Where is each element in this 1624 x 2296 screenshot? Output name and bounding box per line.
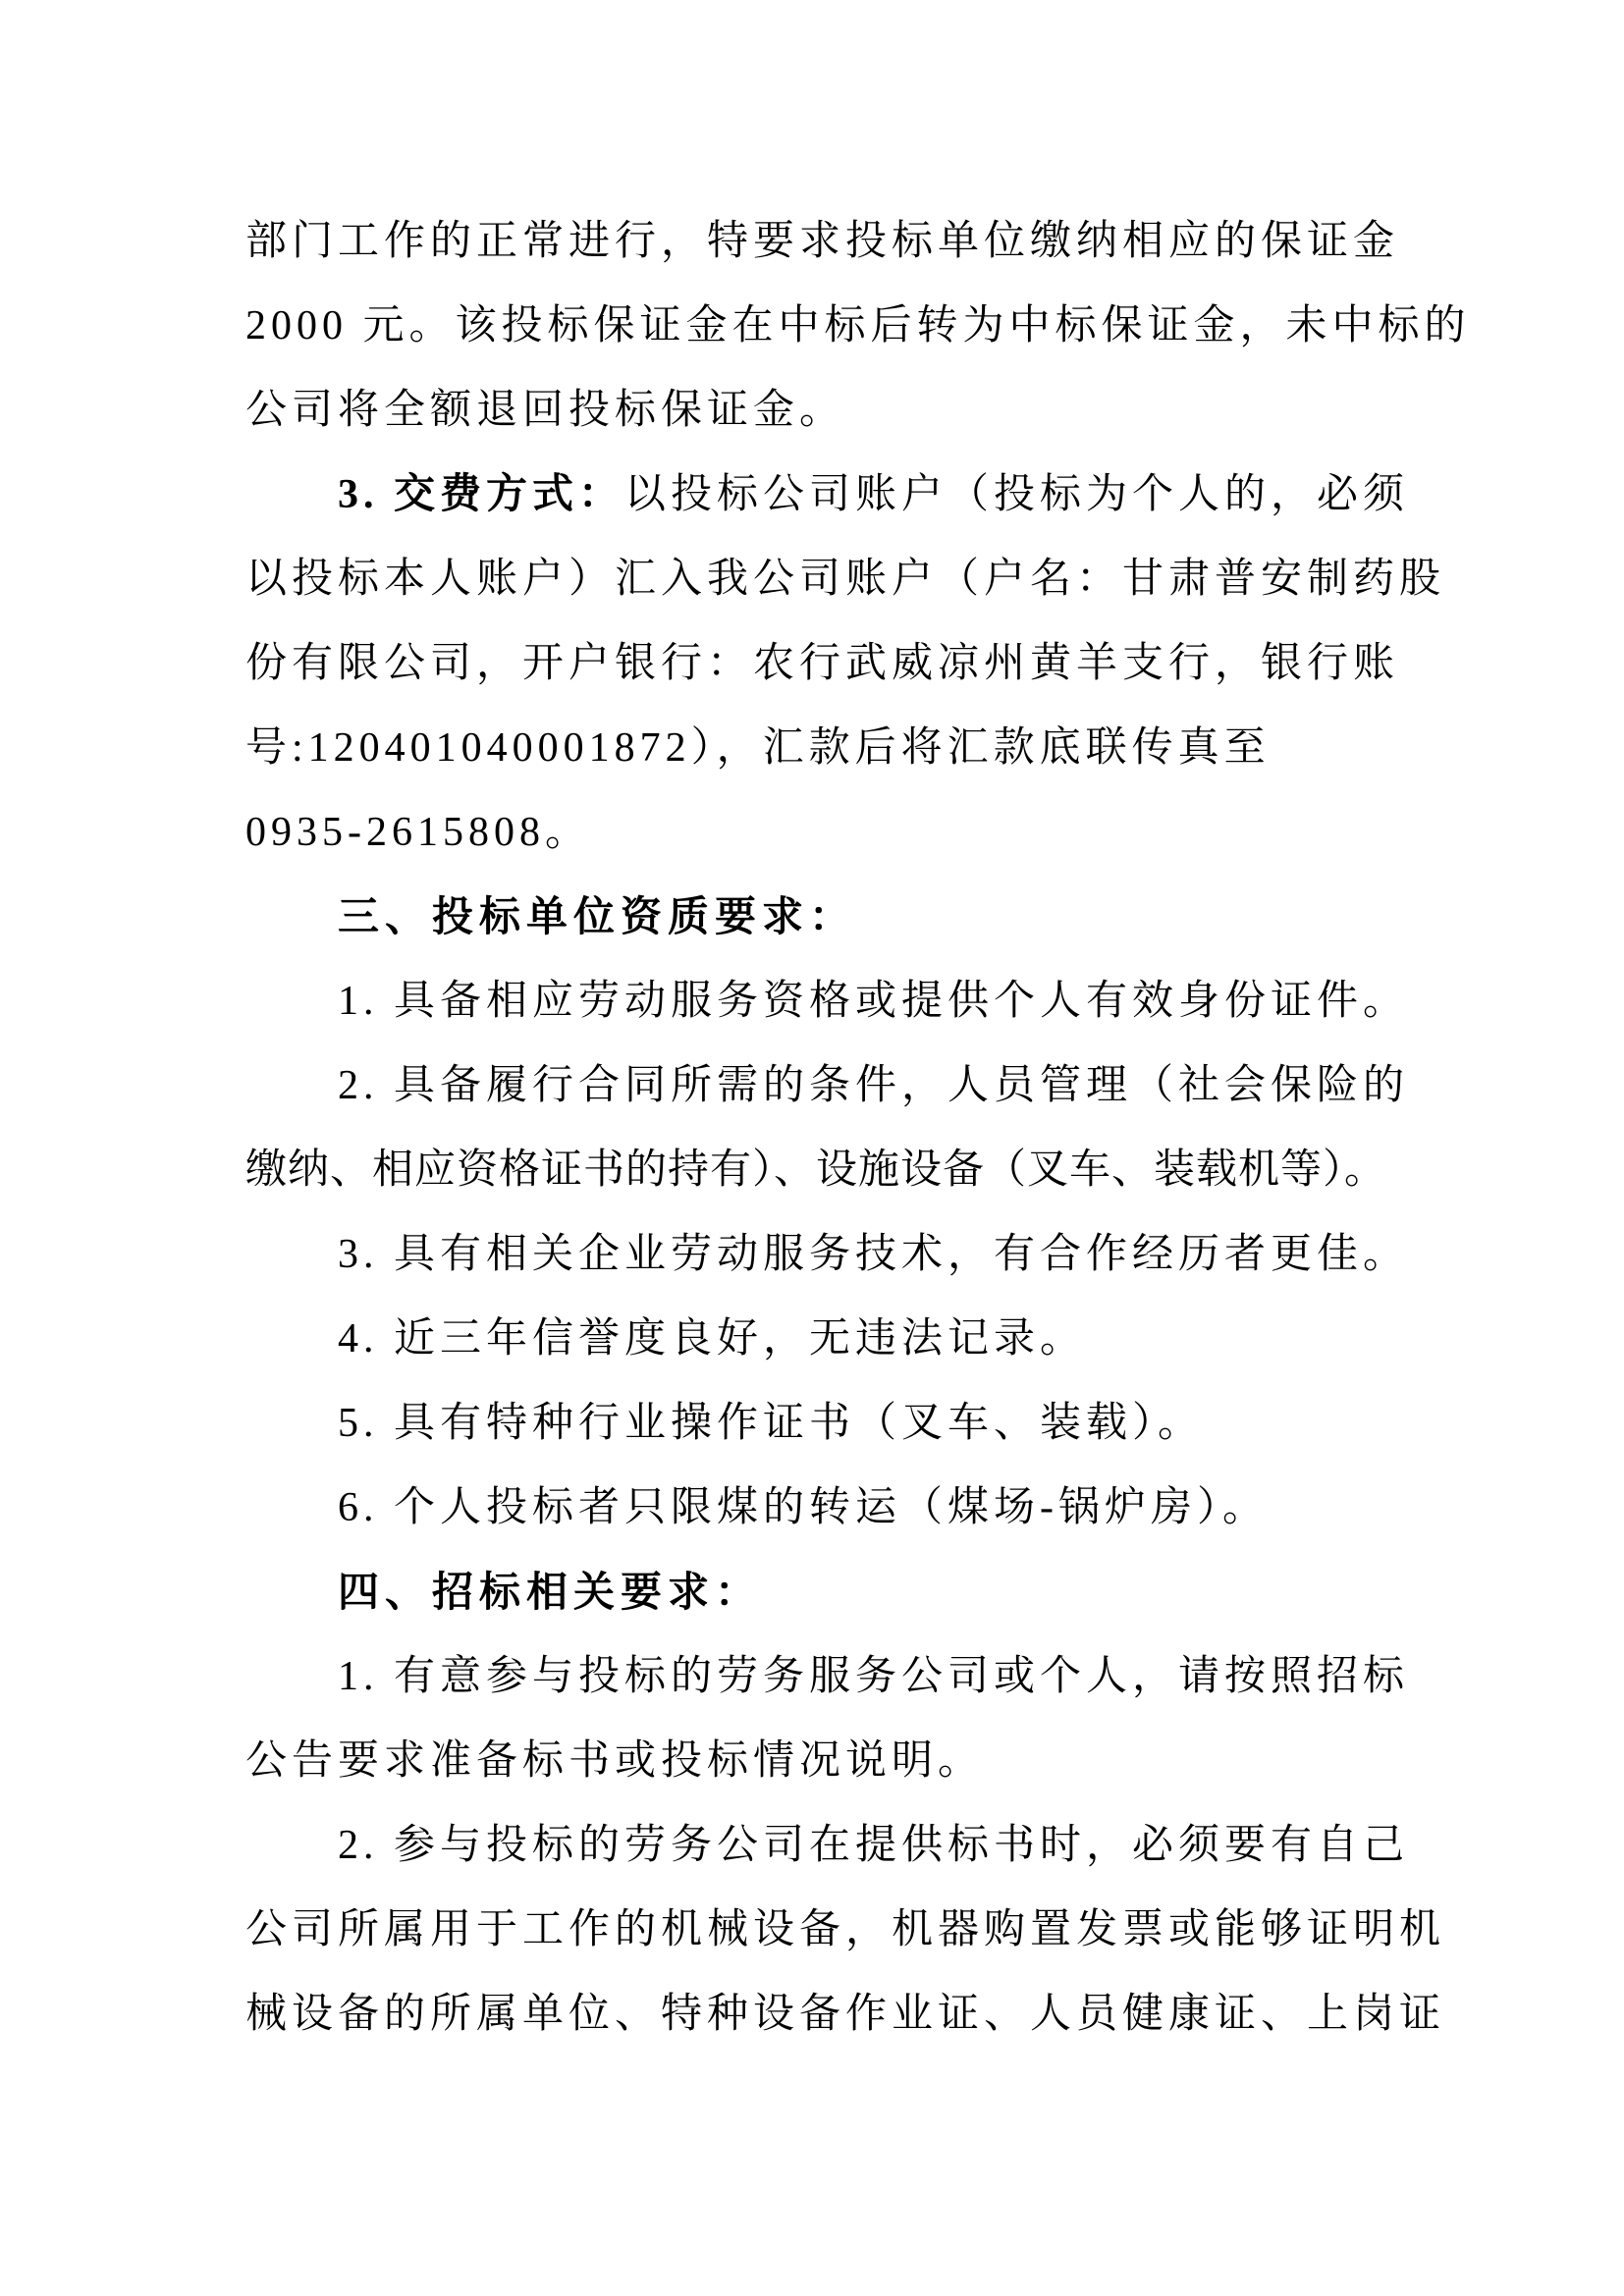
document-line: 2. 具备履行合同所需的条件，人员管理（社会保险的 [338,1063,1410,1108]
document-line: 缴纳、相应资格证书的持有）、设施设备（叉车、装载机等）。 [245,1148,1387,1193]
text-segment: 以投标公司账户（投标为个人的，必须 [624,472,1410,517]
document-line: 械设备的所属单位、特种设备作业证、人员健康证、上岗证 [245,1992,1446,2037]
document-line: 公司所属用于工作的机械设备，机器购置发票或能够证明机 [245,1907,1446,1952]
document-line: 公司将全额退回投标保证金。 [245,388,846,433]
document-line [245,453,1410,537]
document-line: 公告要求准备标书或投标情况说明。 [245,1738,985,1784]
document-line: 0935-2615808。 [245,810,591,855]
bold-text-segment: 3. 交费方式： [338,472,625,517]
document-line: 份有限公司，开户银行：农行武威凉州黄羊支行，银行账 [245,641,1400,686]
document-line: 2. 参与投标的劳务公司在提供标书时，必须要有自己 [338,1823,1410,1868]
document-line: 3. 具有相关企业劳动服务技术，有合作经历者更佳。 [338,1232,1410,1277]
document-line: 号:120401040001872），汇款后将汇款底联传真至 [245,725,1271,771]
document-line: 4. 近三年信誉度良好，无违法记录。 [338,1316,1087,1362]
document-body [245,199,1471,2056]
document-line: 5. 具有特种行业操作证书（叉车、装载）。 [338,1401,1205,1446]
document-line: 部门工作的正常进行，特要求投标单位缴纳相应的保证金 [245,219,1400,264]
document-line: 以投标本人账户）汇入我公司账户（户名：甘肃普安制药股 [245,557,1446,602]
document-line: 2000 元。该投标保证金在中标后转为中标保证金，未中标的 [245,303,1471,348]
section-heading: 四、招标相关要求： [338,1569,763,1615]
section-heading: 三、投标单位资质要求： [338,893,857,939]
document-line: 1. 具备相应劳动服务资格或提供个人有效身份证件。 [338,979,1410,1024]
document-line: 1. 有意参与投标的劳务服务公司或个人，请按照招标 [338,1654,1410,1699]
document-line: 6. 个人投标者只限煤的转运（煤场-锅炉房）。 [338,1485,1269,1530]
